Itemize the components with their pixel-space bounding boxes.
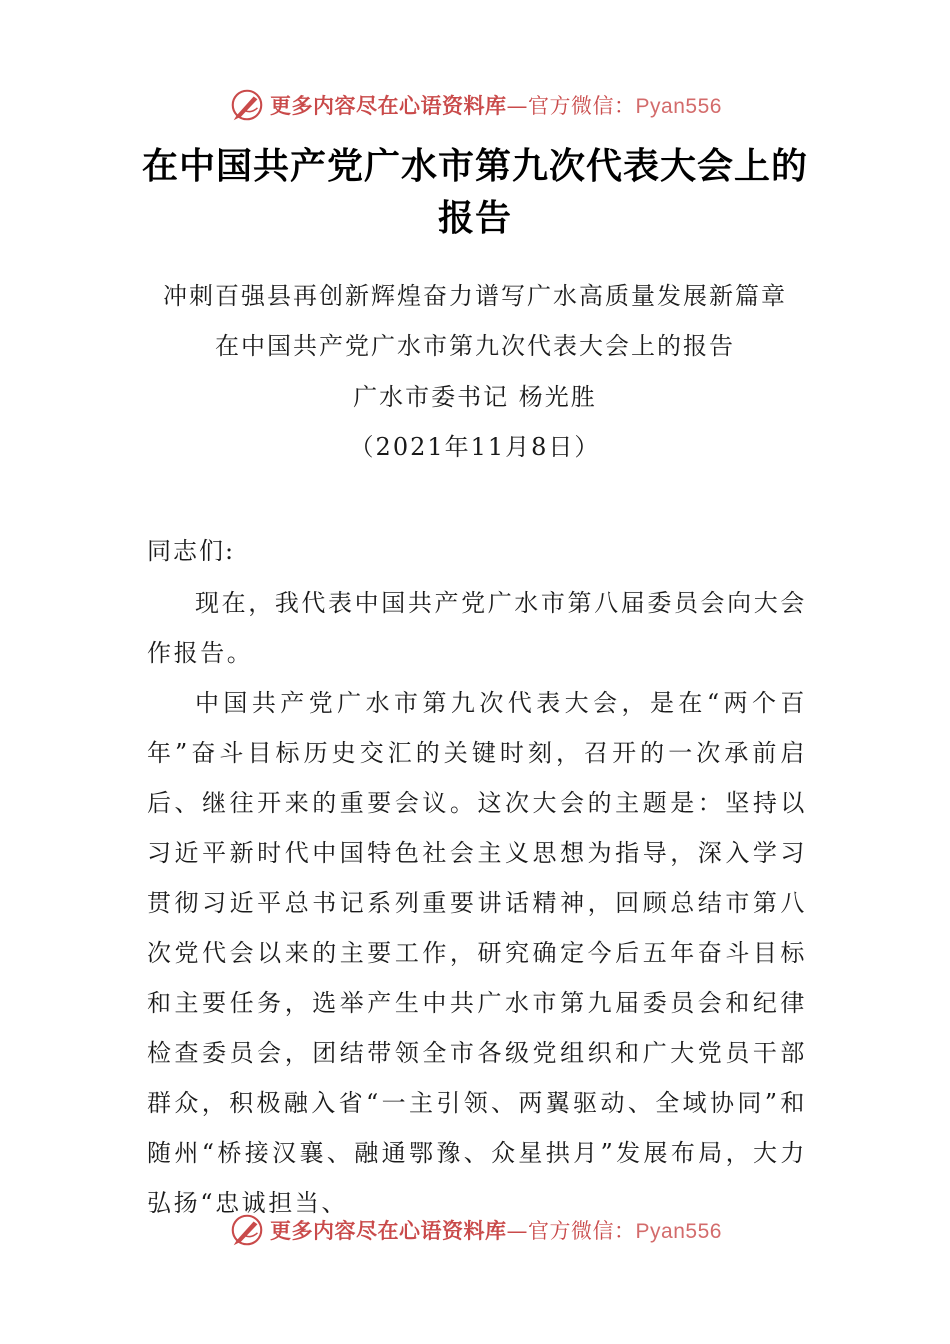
- title-line-2: 报告: [437, 197, 512, 239]
- watermark-brand: 更多内容尽在心语资料库: [270, 94, 507, 118]
- document-title: [100, 140, 850, 244]
- date-line: （2021年11月8日）: [349, 433, 601, 461]
- watermark-brand: 更多内容尽在心语资料库: [270, 1219, 507, 1243]
- watermark-contact-id: Pyan556: [635, 95, 722, 118]
- watermark-text: [270, 1215, 722, 1245]
- watermark-header: [0, 85, 950, 125]
- watermark-text: [270, 90, 722, 120]
- watermark-separator: —: [506, 94, 529, 118]
- subtitle: 冲刺百强县再创新辉煌奋力谱写广水高质量发展新篇章: [163, 282, 787, 310]
- subtitle-report-name: 在中国共产党广水市第九次代表大会上的报告: [215, 332, 735, 360]
- title-line-1: 在中国共产党广水市第九次代表大会上的: [141, 145, 808, 187]
- watermark-contact-label: 官方微信：: [528, 94, 636, 118]
- watermark-separator: —: [506, 1219, 529, 1243]
- pen-nib-logo-icon: [228, 86, 266, 124]
- pen-nib-logo-icon: [228, 1211, 266, 1249]
- paragraph: 现在，我代表中国共产党广水市第八届委员会向大会作报告。: [147, 589, 807, 667]
- watermark-footer: [0, 1210, 950, 1250]
- greeting: 同志们:: [147, 537, 236, 565]
- watermark-contact-label: 官方微信：: [528, 1219, 636, 1243]
- watermark-contact-id: Pyan556: [635, 1220, 722, 1243]
- author-line: 广水市委书记 杨光胜: [353, 383, 597, 411]
- paragraph: 中国共产党广水市第九次代表大会，是在“两个百年”奋斗目标历史交汇的关键时刻，召开的一次承前启后、继往开来的重要会议。这次大会的主题是：坚持以习近平新时代中国特色社会主义思想为指导，深入学习贯彻习近平总书记系列重要讲话精神，回顾总结市第八次党代会以来的主要工作，研究确定今后五年奋斗目标和主要任务，选举产生中共广水市第九届委员会和纪律检查委员会，团结带领全市各级党组织和广大党员干部群众，积极融入省“一主引领、两翼驱动、全域协同”和随州“桥接汉襄、融通鄂豫、众星拱月”发展布局，大力弘扬“忠诚担当、: [147, 689, 807, 1217]
